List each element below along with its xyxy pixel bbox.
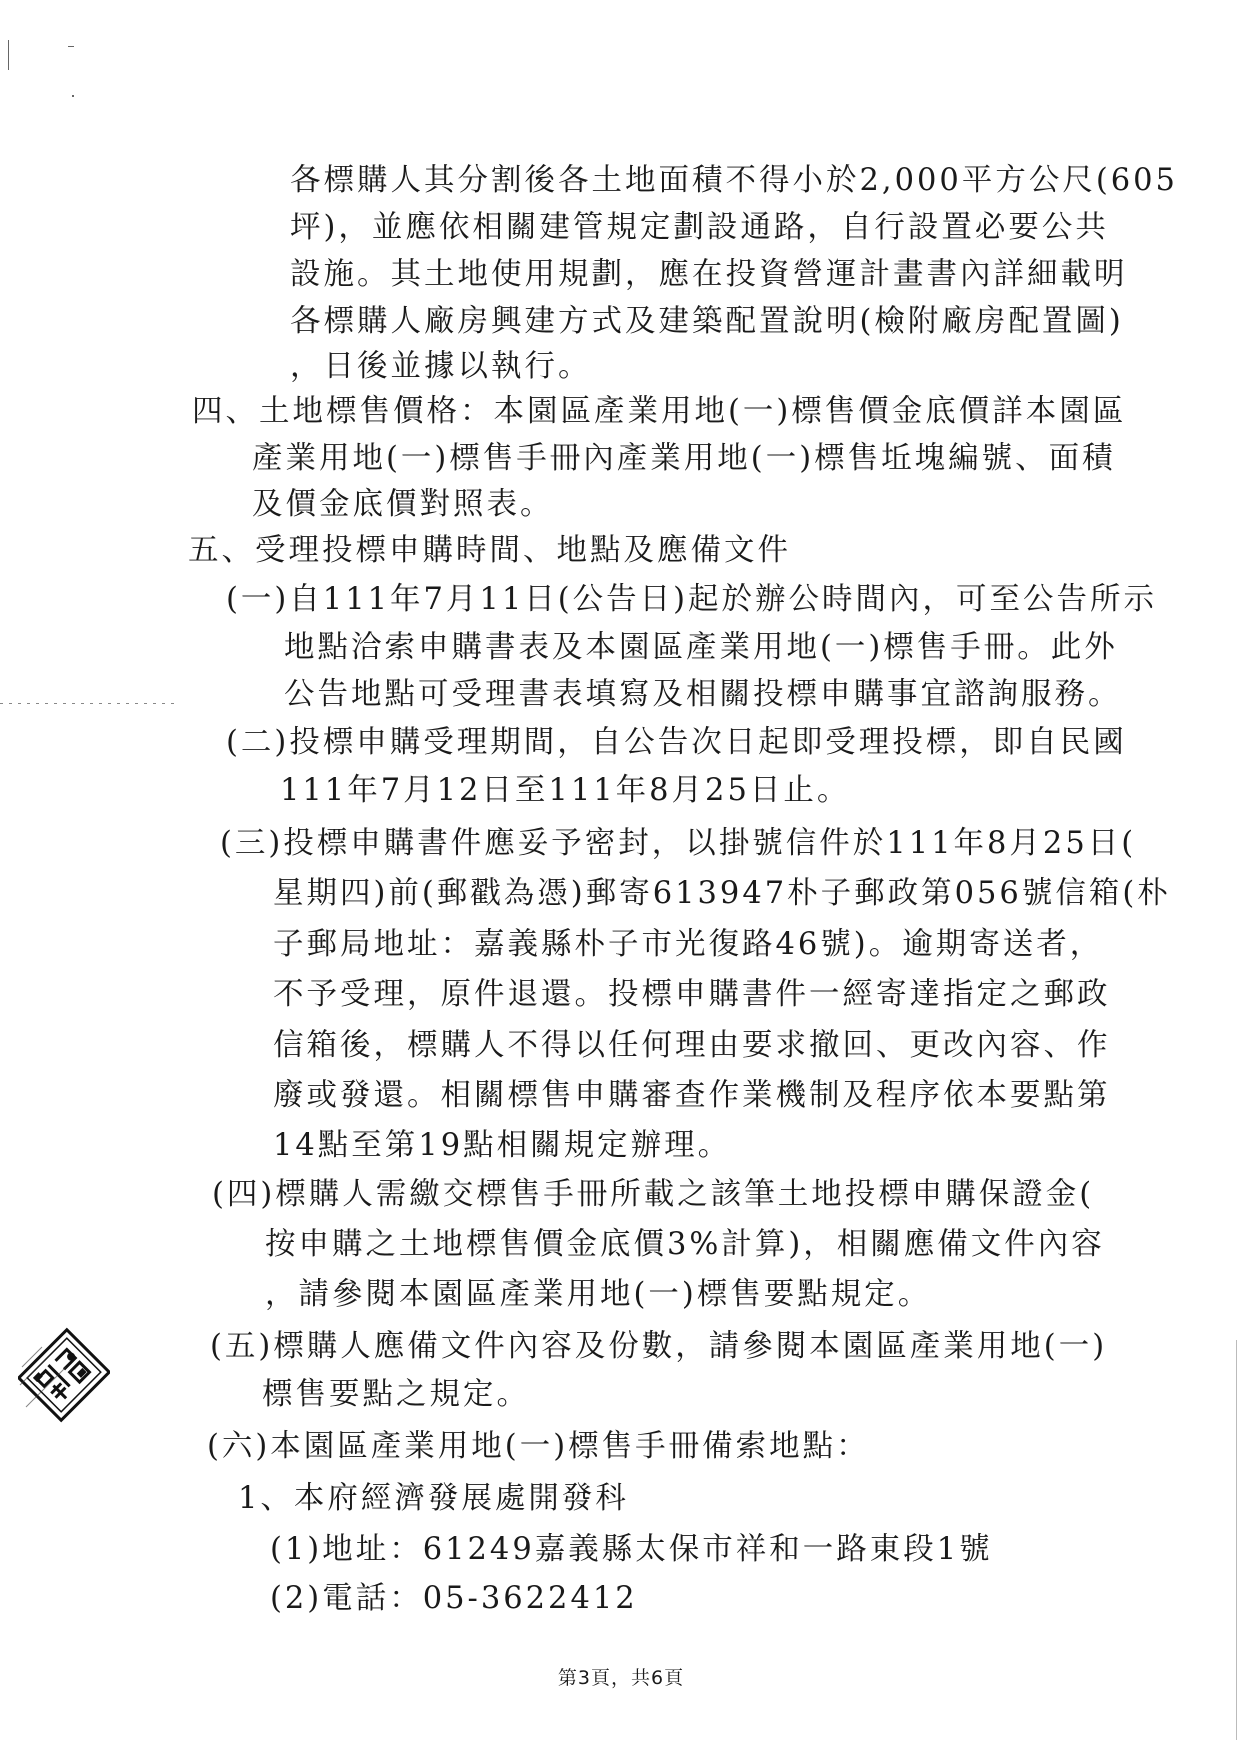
official-seal-stamp xyxy=(18,1315,110,1435)
subitem-2: (二)投標申購受理期間，自公告次日起即受理投標，即自民國 xyxy=(226,725,1127,760)
body-line: 不予受理，原件退還。投標申購書件一經寄達指定之郵政 xyxy=(273,977,1111,1012)
scan-dotted-line xyxy=(0,703,175,704)
body-line: 按申購之土地標售價金底價3%計算)，相關應備文件內容 xyxy=(265,1227,1105,1262)
body-line: 產業用地(一)標售手冊內產業用地(一)標售坵塊編號、面積 xyxy=(252,441,1116,476)
subitem-3: (三)投標申購書件應妥予密封，以掛號信件於111年8月25日( xyxy=(220,826,1137,861)
scan-speck xyxy=(72,95,74,97)
body-line: ，日後並據以執行。 xyxy=(290,349,592,384)
body-line: 設施。其土地使用規劃，應在投資營運計畫書內詳細載明 xyxy=(290,257,1128,292)
phone-line: (2)電話：05-3622412 xyxy=(270,1581,638,1616)
subitem-6: (六)本園區產業用地(一)標售手冊備索地點： xyxy=(207,1429,870,1464)
body-line: 子郵局地址：嘉義縣朴子市光復路46號)。逾期寄送者， xyxy=(273,927,1104,962)
address-line: (1)地址：61249嘉義縣太保市祥和一路東段1號 xyxy=(270,1532,993,1567)
body-line: 111年7月12日至111年8月25日止。 xyxy=(280,773,851,808)
scan-speck xyxy=(68,46,74,47)
page-number-footer: 第3頁，共6頁 xyxy=(557,1667,685,1689)
subitem-5: (五)標購人應備文件內容及份數，請參閱本園區產業用地(一) xyxy=(210,1329,1108,1364)
body-line: 坪)，並應依相關建管規定劃設通路，自行設置必要公共 xyxy=(290,210,1109,245)
body-line: 廢或發還。相關標售申購審查作業機制及程序依本要點第 xyxy=(273,1078,1111,1113)
body-line: 公告地點可受理書表填寫及相關投標申購事宜諮詢服務。 xyxy=(284,677,1122,712)
section-heading-4: 四、土地標售價格：本園區產業用地(一)標售價金底價詳本園區 xyxy=(192,394,1127,429)
body-line: 14點至第19點相關規定辦理。 xyxy=(273,1128,732,1163)
scan-edge-mark xyxy=(8,40,9,70)
section-heading-5: 五、受理投標申購時間、地點及應備文件 xyxy=(188,533,791,568)
numbered-item: 1、本府經濟發展處開發科 xyxy=(238,1481,629,1516)
seal-icon xyxy=(18,1315,110,1435)
body-line: 地點洽索申購書表及本園區產業用地(一)標售手冊。此外 xyxy=(284,630,1118,665)
body-line: 星期四)前(郵戳為憑)郵寄613947朴子郵政第056號信箱(朴 xyxy=(273,876,1171,911)
body-line: 各標購人其分割後各土地面積不得小於2,000平方公尺(605 xyxy=(290,163,1178,198)
body-line: 標售要點之規定。 xyxy=(262,1377,530,1412)
subitem-1: (一)自111年7月11日(公告日)起於辦公時間內，可至公告所示 xyxy=(226,582,1158,617)
body-line: 各標購人廠房興建方式及建築配置說明(檢附廠房配置圖) xyxy=(290,304,1124,339)
body-line: 信箱後，標購人不得以任何理由要求撤回、更改內容、作 xyxy=(273,1028,1111,1063)
body-line: 及價金底價對照表。 xyxy=(252,487,554,522)
body-line: ，請參閱本園區產業用地(一)標售要點規定。 xyxy=(265,1277,932,1312)
subitem-4: (四)標購人需繳交標售手冊所載之該筆土地投標申購保證金( xyxy=(212,1177,1095,1212)
